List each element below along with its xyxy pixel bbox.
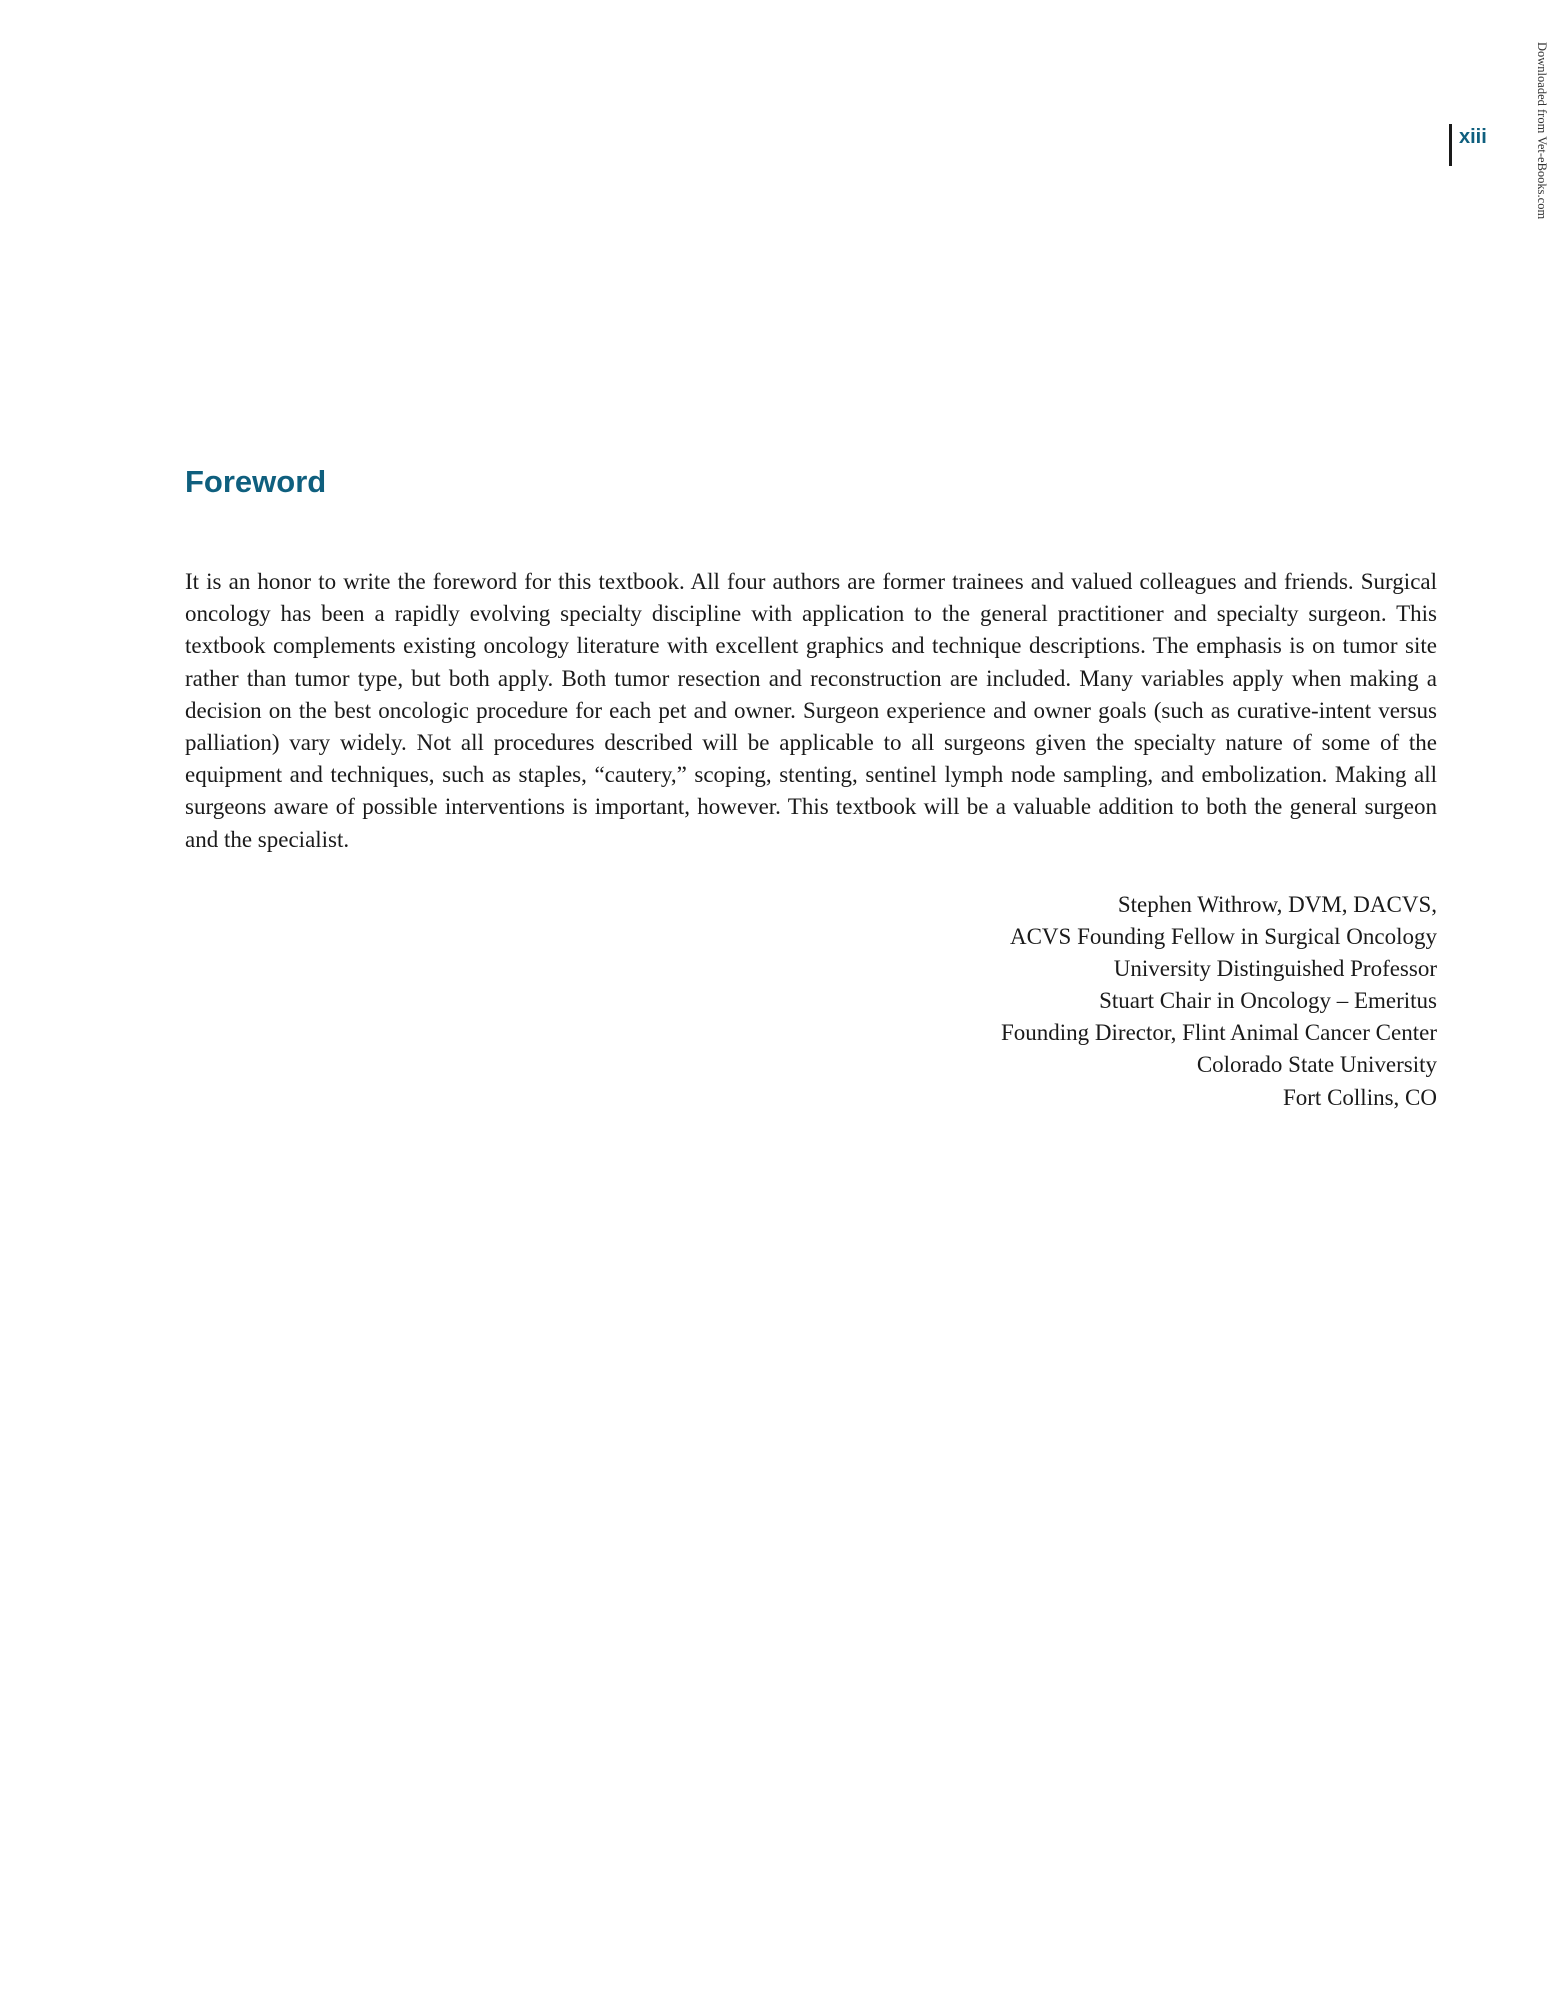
signature-institution: Colorado State University	[1196, 1052, 1437, 1078]
signature-title-director: Founding Director, Flint Animal Cancer Center	[1000, 1020, 1437, 1046]
signature-name: Stephen Withrow, DVM, DACVS,	[1117, 892, 1437, 917]
page-number: xiii	[1459, 126, 1487, 148]
signature-block	[737, 889, 1437, 1114]
page-number-marker	[1449, 124, 1487, 166]
signature-location: Fort Collins, CO	[1282, 1084, 1437, 1110]
foreword-body: It is an honor to write the foreword for this textbook. All four authors are former trainees and valued colleagues and friends. Surgical oncology has been a rapidly evolving specialty discipline with application to the general practitioner and specialty surgeon. This textbook complements existing oncology literature with excellent graphics and technique descriptions. The emphasis is on tumor site rather than tumor type, but both apply. Both tumor resection and reconstruction are included. Many variables apply when making a decision on the best oncologic procedure for each pet and owner. Surgeon experience and owner goals (such as curative-intent versus palliation) vary widely. Not all procedures described will be applicable to all surgeons given the specialty nature of some of the equipment and techniques, such as staples, “cautery,” scoping, stenting, sentinel lymph node sampling, and embolization. Making all surgeons aware of possible interventions is important, however. This textbook will be a valuable addition to both the general surgeon and the specialist.	[185, 569, 1437, 852]
signature-title-chair: Stuart Chair in Oncology – Emeritus	[1099, 988, 1437, 1014]
download-watermark: Downloaded from Vet-eBooks.com	[1535, 42, 1549, 220]
signature-title-professor: University Distinguished Professor	[1113, 956, 1437, 982]
signature-title-fellow: ACVS Founding Fellow in Surgical Oncology	[1009, 924, 1437, 950]
page-title: Foreword	[185, 464, 327, 499]
